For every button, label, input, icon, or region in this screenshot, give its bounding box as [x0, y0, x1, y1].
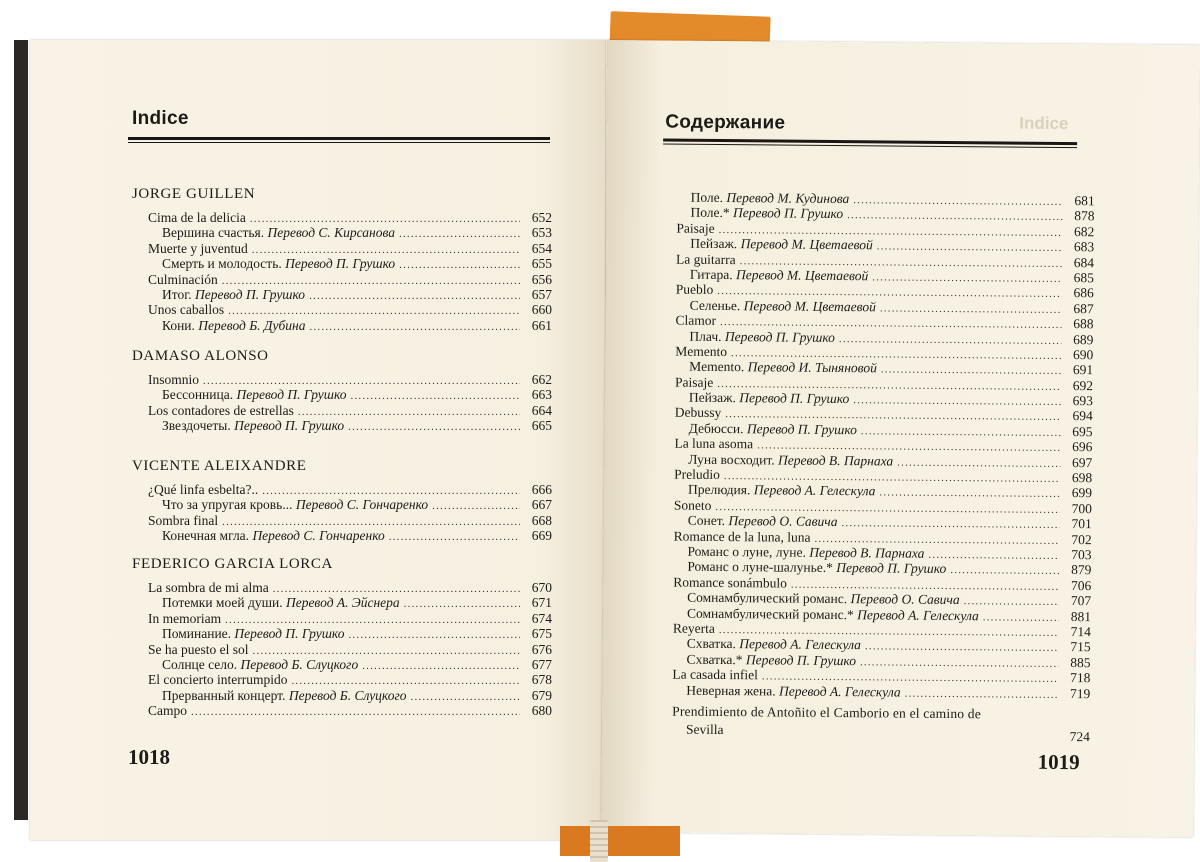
- entry-title: Paisaje: [676, 220, 715, 236]
- entry-page: 680: [531, 703, 552, 719]
- right-page: [601, 40, 1200, 837]
- entry-title: Прерванный концерт. Перевод Б. Слуцкого: [162, 687, 407, 703]
- toc-entry: [148, 611, 552, 626]
- entry-page: 662: [531, 372, 552, 387]
- toc-entry: [148, 302, 552, 317]
- entry-title: Los contadores de estrellas: [148, 402, 294, 418]
- entry-page: 681: [1074, 193, 1095, 209]
- entry-page: 686: [1073, 285, 1094, 301]
- entry-translator: Перевод П. Грушко: [195, 286, 306, 302]
- entry-page: 715: [1070, 639, 1091, 655]
- entry-page: 878: [1074, 208, 1095, 224]
- leader-dots: [399, 227, 520, 242]
- entry-translator: Перевод П. Грушко: [732, 205, 844, 222]
- entry-translator: Перевод А. Эйснера: [285, 595, 400, 611]
- toc-entry: [148, 513, 552, 528]
- toc-entry: [148, 528, 552, 543]
- entry-title: Preludio: [674, 466, 721, 483]
- entry-title: Memento: [675, 343, 728, 359]
- entry-page: 670: [531, 580, 552, 595]
- entry-title: Схватка. Перевод А. Гелескула: [686, 636, 862, 653]
- entry-page: 696: [1072, 439, 1093, 455]
- toc-entry: [148, 657, 552, 672]
- entry-title: Пейзаж. Перевод М. Цветаевой: [690, 235, 873, 253]
- entry-title: Reyerta: [672, 620, 715, 636]
- entry-page: 714: [1070, 623, 1091, 640]
- entry-translator: Перевод П. Грушко: [836, 560, 947, 577]
- entry-title: Soneto: [673, 497, 712, 513]
- leader-dots: [879, 486, 1060, 503]
- toc-entry: [148, 256, 552, 271]
- entry-translator: Перевод О. Савича: [850, 591, 960, 608]
- section-entries: [148, 210, 552, 333]
- toc-entry: [148, 482, 552, 497]
- entry-title: Плач. Перевод П. Грушко: [689, 328, 836, 345]
- entry-page: 701: [1071, 516, 1092, 532]
- entry-title: Memento. Перевод И. Тыняновой: [689, 359, 877, 376]
- entry-title: Поминание. Перевод П. Грушко: [162, 626, 345, 642]
- entry-title: Поле.* Перевод П. Грушко: [690, 205, 844, 222]
- entry-translator: Перевод П. Грушко: [236, 387, 347, 403]
- entry-title: Романс о луне-шалунье.* Перевод П. Грушко: [687, 559, 947, 577]
- entry-translator: Перевод В. Парнаха: [809, 544, 925, 561]
- entry-title: La guitarra: [676, 251, 736, 267]
- entry-page: 694: [1072, 408, 1093, 424]
- show-through-header: Indice: [1019, 113, 1069, 134]
- entry-title: Se ha puesto el sol: [148, 641, 249, 657]
- entry-page: 693: [1072, 393, 1093, 409]
- entry-title: Cima de la delicia: [148, 210, 246, 225]
- entry-page: 674: [531, 610, 552, 626]
- entry-title: Culminación: [148, 271, 218, 287]
- entry-title: Pueblo: [675, 281, 714, 298]
- entry-page: 689: [1073, 331, 1094, 347]
- toc-entry: [148, 403, 552, 418]
- entry-translator: Перевод О. Савича: [728, 513, 838, 530]
- toc-entry: [148, 318, 552, 333]
- page-number-right: 1019: [1037, 749, 1080, 775]
- toc-entry: [148, 672, 552, 687]
- entry-title: Insomnio: [148, 372, 200, 387]
- leader-dots: [861, 424, 1061, 441]
- entry-page: 885: [1070, 654, 1091, 670]
- toc-entry: [148, 688, 552, 703]
- entry-translator: Перевод А. Гелескула: [857, 606, 979, 623]
- entry-translator: Перевод П. Грушко: [746, 421, 858, 438]
- entry-translator: Перевод Б. Слуцкого: [240, 656, 359, 672]
- entry-page: 655: [531, 256, 552, 272]
- leader-dots: [897, 455, 1060, 472]
- book-cover-left-edge: [14, 40, 28, 820]
- entry-title: Прелюдия. Перевод А. Гелескула: [688, 482, 876, 499]
- entry-title: Prendimiento de Antoñito el Camborio en el camino de: [672, 703, 982, 722]
- entry-page: 691: [1072, 362, 1094, 378]
- entry-title: Потемки моей души. Перевод А. Эйснера: [162, 595, 400, 611]
- entry-translator: Перевод Б. Дубина: [198, 317, 306, 333]
- leader-dots: [880, 301, 1062, 318]
- entry-page: 665: [531, 418, 552, 434]
- entry-translator: Перевод М. Цветаевой: [740, 236, 873, 253]
- leader-dots: [432, 499, 520, 514]
- entry-page: 719: [1070, 685, 1091, 701]
- entry-page: 682: [1074, 223, 1095, 240]
- entry-page: 690: [1072, 346, 1094, 363]
- entry-translator: Перевод П. Грушко: [234, 418, 345, 434]
- leader-dots: [853, 193, 1062, 210]
- section-author-title: VICENTE ALEIXANDRE: [132, 458, 307, 474]
- entry-translator: Перевод П. Грушко: [724, 328, 836, 345]
- toc-entry: [148, 210, 552, 225]
- entry-translator: Перевод М. Цветаевой: [735, 267, 869, 284]
- entry-page: 692: [1072, 377, 1094, 393]
- entry-title: Солнце село. Перевод Б. Слуцкого: [162, 656, 359, 672]
- leader-dots: [399, 258, 520, 273]
- header-rule-thin: [128, 142, 550, 143]
- entry-translator: Перевод М. Кудинова: [726, 190, 850, 207]
- entry-title: Clamor: [675, 312, 717, 329]
- section-entries: [148, 372, 552, 434]
- entry-page: 707: [1070, 593, 1092, 609]
- entry-title: Romance sonámbulo: [673, 574, 787, 591]
- entry-page: 718: [1070, 670, 1091, 686]
- entry-title: Романс о луне, луне. Перевод В. Парнаха: [687, 543, 925, 561]
- entry-title: Кони. Перевод Б. Дубина: [162, 317, 306, 333]
- toc-entry: [148, 595, 552, 610]
- entry-title: El concierto interrumpido: [148, 672, 288, 688]
- entry-title: Селенье. Перевод М. Цветаевой: [689, 297, 876, 315]
- leader-dots: [860, 655, 1059, 672]
- entry-title: Поле. Перевод М. Кудинова: [690, 189, 850, 207]
- entry-page: 678: [531, 672, 552, 688]
- entry-page: 700: [1071, 500, 1092, 517]
- toc-entry: [148, 497, 552, 512]
- leader-dots: [348, 628, 520, 643]
- entry-title: Пейзаж. Перевод П. Грушко: [688, 389, 850, 407]
- entry-page: 699: [1071, 485, 1093, 501]
- entry-translator: Перевод М. Цветаевой: [743, 297, 876, 315]
- entry-page: 671: [531, 595, 552, 611]
- entry-title: Неверная жена. Перевод А. Гелескула: [686, 682, 901, 700]
- entry-page: 663: [531, 387, 552, 403]
- entry-title: Debussy: [674, 405, 722, 421]
- entry-title: In memoriam: [148, 610, 222, 626]
- toc-entry: [148, 580, 552, 595]
- toc-entry: [148, 372, 552, 387]
- entry-title: La sombra de mi alma: [148, 580, 269, 595]
- entry-page: 654: [531, 240, 552, 256]
- entry-page: 656: [531, 271, 552, 287]
- entry-translator: Перевод А. Гелескула: [739, 636, 862, 653]
- toc-entry: [148, 241, 552, 256]
- entry-page: 698: [1071, 470, 1093, 486]
- leader-dots: [389, 530, 520, 545]
- entry-title: Campo: [148, 703, 187, 719]
- entry-title: Схватка.* Перевод П. Грушко: [686, 651, 857, 668]
- toc-entry: [148, 225, 552, 240]
- page-number-left: 1018: [128, 745, 170, 769]
- entry-page: 679: [531, 687, 552, 703]
- leader-dots: [881, 363, 1061, 380]
- entry-page: 706: [1070, 577, 1092, 594]
- leader-dots: [191, 705, 520, 720]
- entry-title: Muerte y juventud: [148, 240, 248, 256]
- left-page: [30, 40, 610, 840]
- entry-title-cont: Sevilla: [685, 722, 724, 738]
- entry-page: 661: [531, 317, 552, 333]
- leader-dots: [865, 640, 1059, 657]
- entry-title: Смерть и молодость. Перевод П. Грушко: [162, 256, 396, 272]
- header-rule-thick: [128, 137, 550, 140]
- entry-title: Конечная мгла. Перевод С. Гончаренко: [162, 528, 385, 544]
- entry-page: 685: [1073, 270, 1095, 286]
- entry-page: 687: [1073, 300, 1094, 316]
- entry-title: Что за упругая кровь... Перевод С. Гончаренко: [162, 497, 429, 513]
- entry-title: Unos caballos: [148, 302, 225, 318]
- bookmark-ribbon: [590, 820, 608, 862]
- entry-translator: Перевод А. Гелескула: [778, 683, 901, 700]
- entry-title: Луна восходит. Перевод В. Парнаха: [688, 451, 894, 469]
- entry-page: 677: [531, 656, 552, 672]
- entry-page: 669: [531, 528, 552, 544]
- section-author-title: FEDERICO GARCIA LORCA: [132, 556, 333, 572]
- toc-entry: [148, 387, 552, 402]
- entry-page: 702: [1071, 531, 1092, 547]
- leader-dots: [411, 690, 520, 705]
- entry-title: La luna asoma: [674, 435, 754, 452]
- right-toc: [672, 190, 1094, 702]
- section-entries: [148, 482, 552, 544]
- toc-entry: [148, 272, 552, 287]
- toc-entry: [148, 626, 552, 641]
- entry-translator: Перевод С. Гончаренко: [295, 497, 429, 513]
- entry-translator: Перевод П. Грушко: [285, 256, 396, 272]
- entry-translator: Перевод П. Грушко: [745, 651, 857, 668]
- book-cover-bottom: [560, 826, 680, 856]
- entry-title: Дебюсси. Перевод П. Грушко: [688, 420, 858, 438]
- leader-dots: [853, 393, 1061, 410]
- entry-title: Звездочеты. Перевод П. Грушко: [162, 418, 345, 434]
- entry-title: Paisaje: [674, 374, 714, 390]
- entry-translator: Перевод П. Грушко: [739, 390, 850, 407]
- entry-page: 676: [531, 641, 552, 657]
- leader-dots: [309, 289, 520, 304]
- entry-page: 666: [531, 482, 552, 497]
- section-author-title: DAMASO ALONSO: [132, 348, 269, 364]
- entry-title: Romance de la luna, luna: [673, 528, 811, 545]
- entry-title: Итог. Перевод П. Грушко: [162, 286, 306, 302]
- toc-entry: [148, 703, 552, 718]
- leader-dots: [905, 686, 1059, 703]
- entry-page: 675: [531, 626, 552, 642]
- leader-dots: [950, 563, 1059, 579]
- leader-dots: [351, 389, 520, 404]
- entry-page: 652: [531, 210, 552, 225]
- leader-dots: [877, 240, 1063, 257]
- entry-title: Сомнамбулический романс. Перевод О. Савича: [687, 589, 960, 608]
- entry-page: 657: [531, 286, 552, 302]
- entry-title: La casada infiel: [672, 666, 758, 683]
- entry-page: 653: [531, 225, 552, 241]
- page-header-left: Indice: [132, 108, 189, 129]
- leader-dots: [928, 548, 1059, 565]
- leader-dots: [872, 270, 1062, 287]
- leader-dots: [310, 320, 520, 335]
- entry-title: Sombra final: [148, 512, 219, 528]
- entry-page: 881: [1070, 608, 1092, 624]
- entry-title: Гитара. Перевод М. Цветаевой: [689, 266, 869, 284]
- entry-translator: Перевод В. Парнаха: [777, 452, 894, 469]
- entry-title: Вершина счастья. Перевод С. Кирсанова: [162, 225, 395, 241]
- entry-page: 703: [1071, 547, 1092, 563]
- entry-page: 660: [531, 302, 552, 318]
- entry-page: 688: [1073, 316, 1094, 332]
- entry-translator: Перевод С. Кирсанова: [267, 225, 395, 241]
- entry-page: 879: [1071, 562, 1092, 578]
- section-author-title: JORGE GUILLEN: [132, 186, 256, 202]
- entry-page: 667: [531, 497, 552, 513]
- entry-translator: Перевод А. Гелескула: [753, 482, 876, 499]
- entry-title: Бессонница. Перевод П. Грушко: [162, 387, 347, 403]
- leader-dots: [404, 597, 520, 612]
- leader-dots: [983, 610, 1059, 626]
- entry-page: 697: [1072, 454, 1093, 470]
- entry-page: 668: [531, 512, 552, 528]
- page-header-right: Содержание: [665, 111, 786, 134]
- entry-translator: Перевод И. Тыняновой: [747, 359, 877, 376]
- leader-dots: [362, 659, 520, 674]
- toc-entry: [148, 418, 552, 433]
- section-entries: [148, 580, 552, 719]
- leader-dots: [348, 420, 520, 435]
- entry-page: 684: [1073, 254, 1095, 270]
- entry-title: Сонет. Перевод О. Савича: [687, 512, 838, 530]
- entry-title: ¿Qué linfa esbelta?..: [148, 482, 259, 497]
- entry-translator: Перевод С. Гончаренко: [252, 528, 385, 544]
- entry-page: 724: [1069, 729, 1091, 745]
- entry-translator: Перевод Б. Слуцкого: [288, 687, 407, 703]
- entry-title: Сомнамбулический романс.* Перевод А. Гелескула: [686, 605, 979, 623]
- entry-translator: Перевод П. Грушко: [234, 626, 345, 642]
- entry-page: 695: [1072, 423, 1093, 440]
- toc-entry: [148, 287, 552, 302]
- entry-page: 683: [1073, 239, 1095, 255]
- entry-page: 664: [531, 402, 552, 418]
- toc-entry: [148, 642, 552, 657]
- toc-entry-last: [672, 703, 1091, 745]
